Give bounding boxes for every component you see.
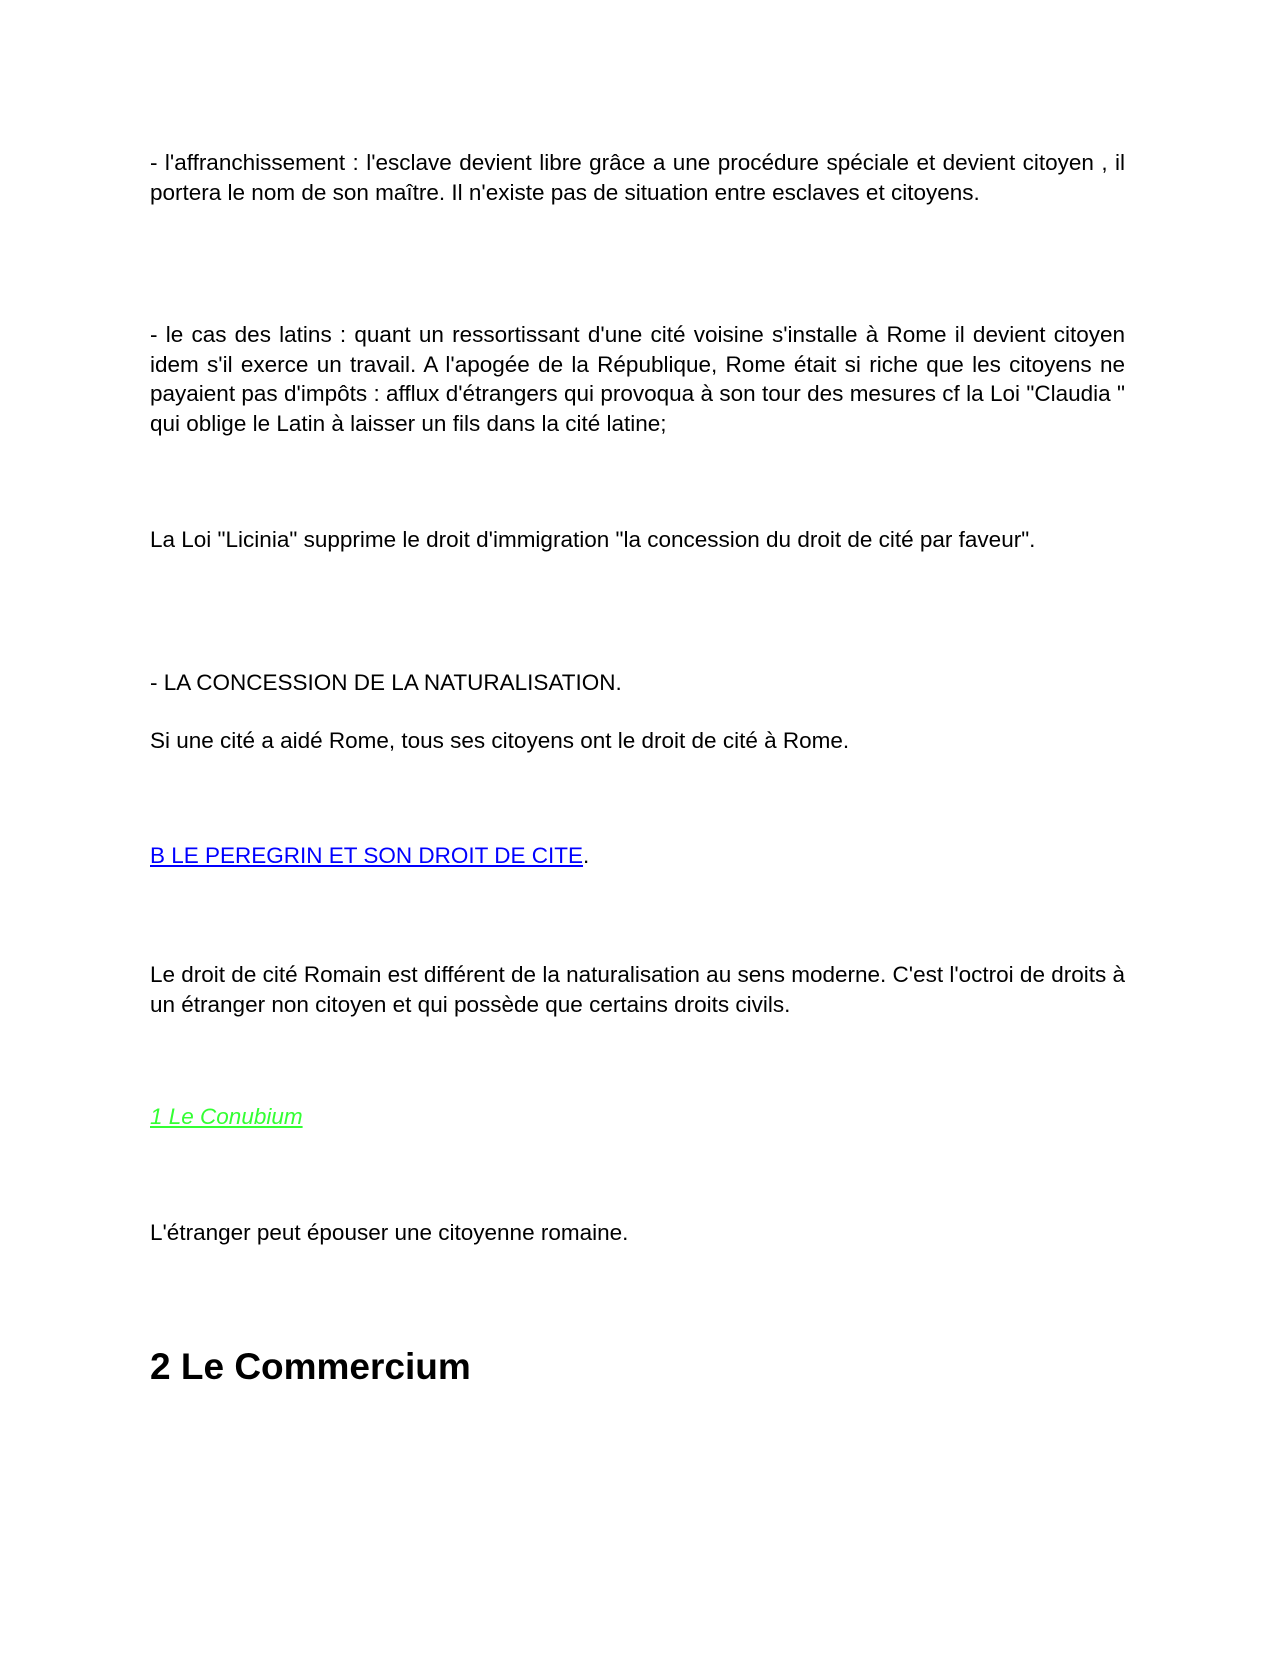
paragraph-cite-aide-rome: Si une cité a aidé Rome, tous ses citoyens ont le droit de cité à Rome. [150,728,850,753]
paragraph-cas-des-latins: - le cas des latins : quant un ressortissant d'une cité voisine s'installe à Rome il devient citoyen idem s'il exerce un travail. A l'apogée de la République, Rome était si riche que les citoyens ne payaient pas d'impôts : afflux d'étrangers qui provoqua à son tour des mesures cf la Loi "Claudia " qui oblige le Latin à laisser un fils dans la cité latine; [150,322,1125,436]
subsection-conubium-link[interactable]: 1 Le Conubium [150,1104,303,1129]
subsection-1-heading [150,1102,1125,1132]
section-b-link[interactable]: B LE PEREGRIN ET SON DROIT DE CITE [150,843,584,868]
heading-commercium: 2 Le Commercium [150,1346,471,1387]
paragraph-etranger-epouser: L'étranger peut épouser une citoyenne romaine. [150,1220,629,1245]
paragraph-droit-de-cite-romain: Le droit de cité Romain est différent de la naturalisation au sens moderne. C'est l'octroi de droits à un étranger non citoyen et qui possède que certains droits civils. [150,962,1125,1017]
paragraph-affranchissement: - l'affranchissement : l'esclave devient libre grâce a une procédure spéciale et devient citoyen , il portera le nom de son maître. Il n'existe pas de situation entre esclaves et citoyens. [150,150,1125,205]
section-b-heading [150,841,1125,871]
paragraph-loi-licinia: La Loi "Licinia" supprime le droit d'immigration "la concession du droit de cité par faveur". [150,527,1036,552]
section-b-suffix: . [583,843,590,868]
heading-concession-naturalisation: - LA CONCESSION DE LA NATURALISATION. [150,670,622,695]
